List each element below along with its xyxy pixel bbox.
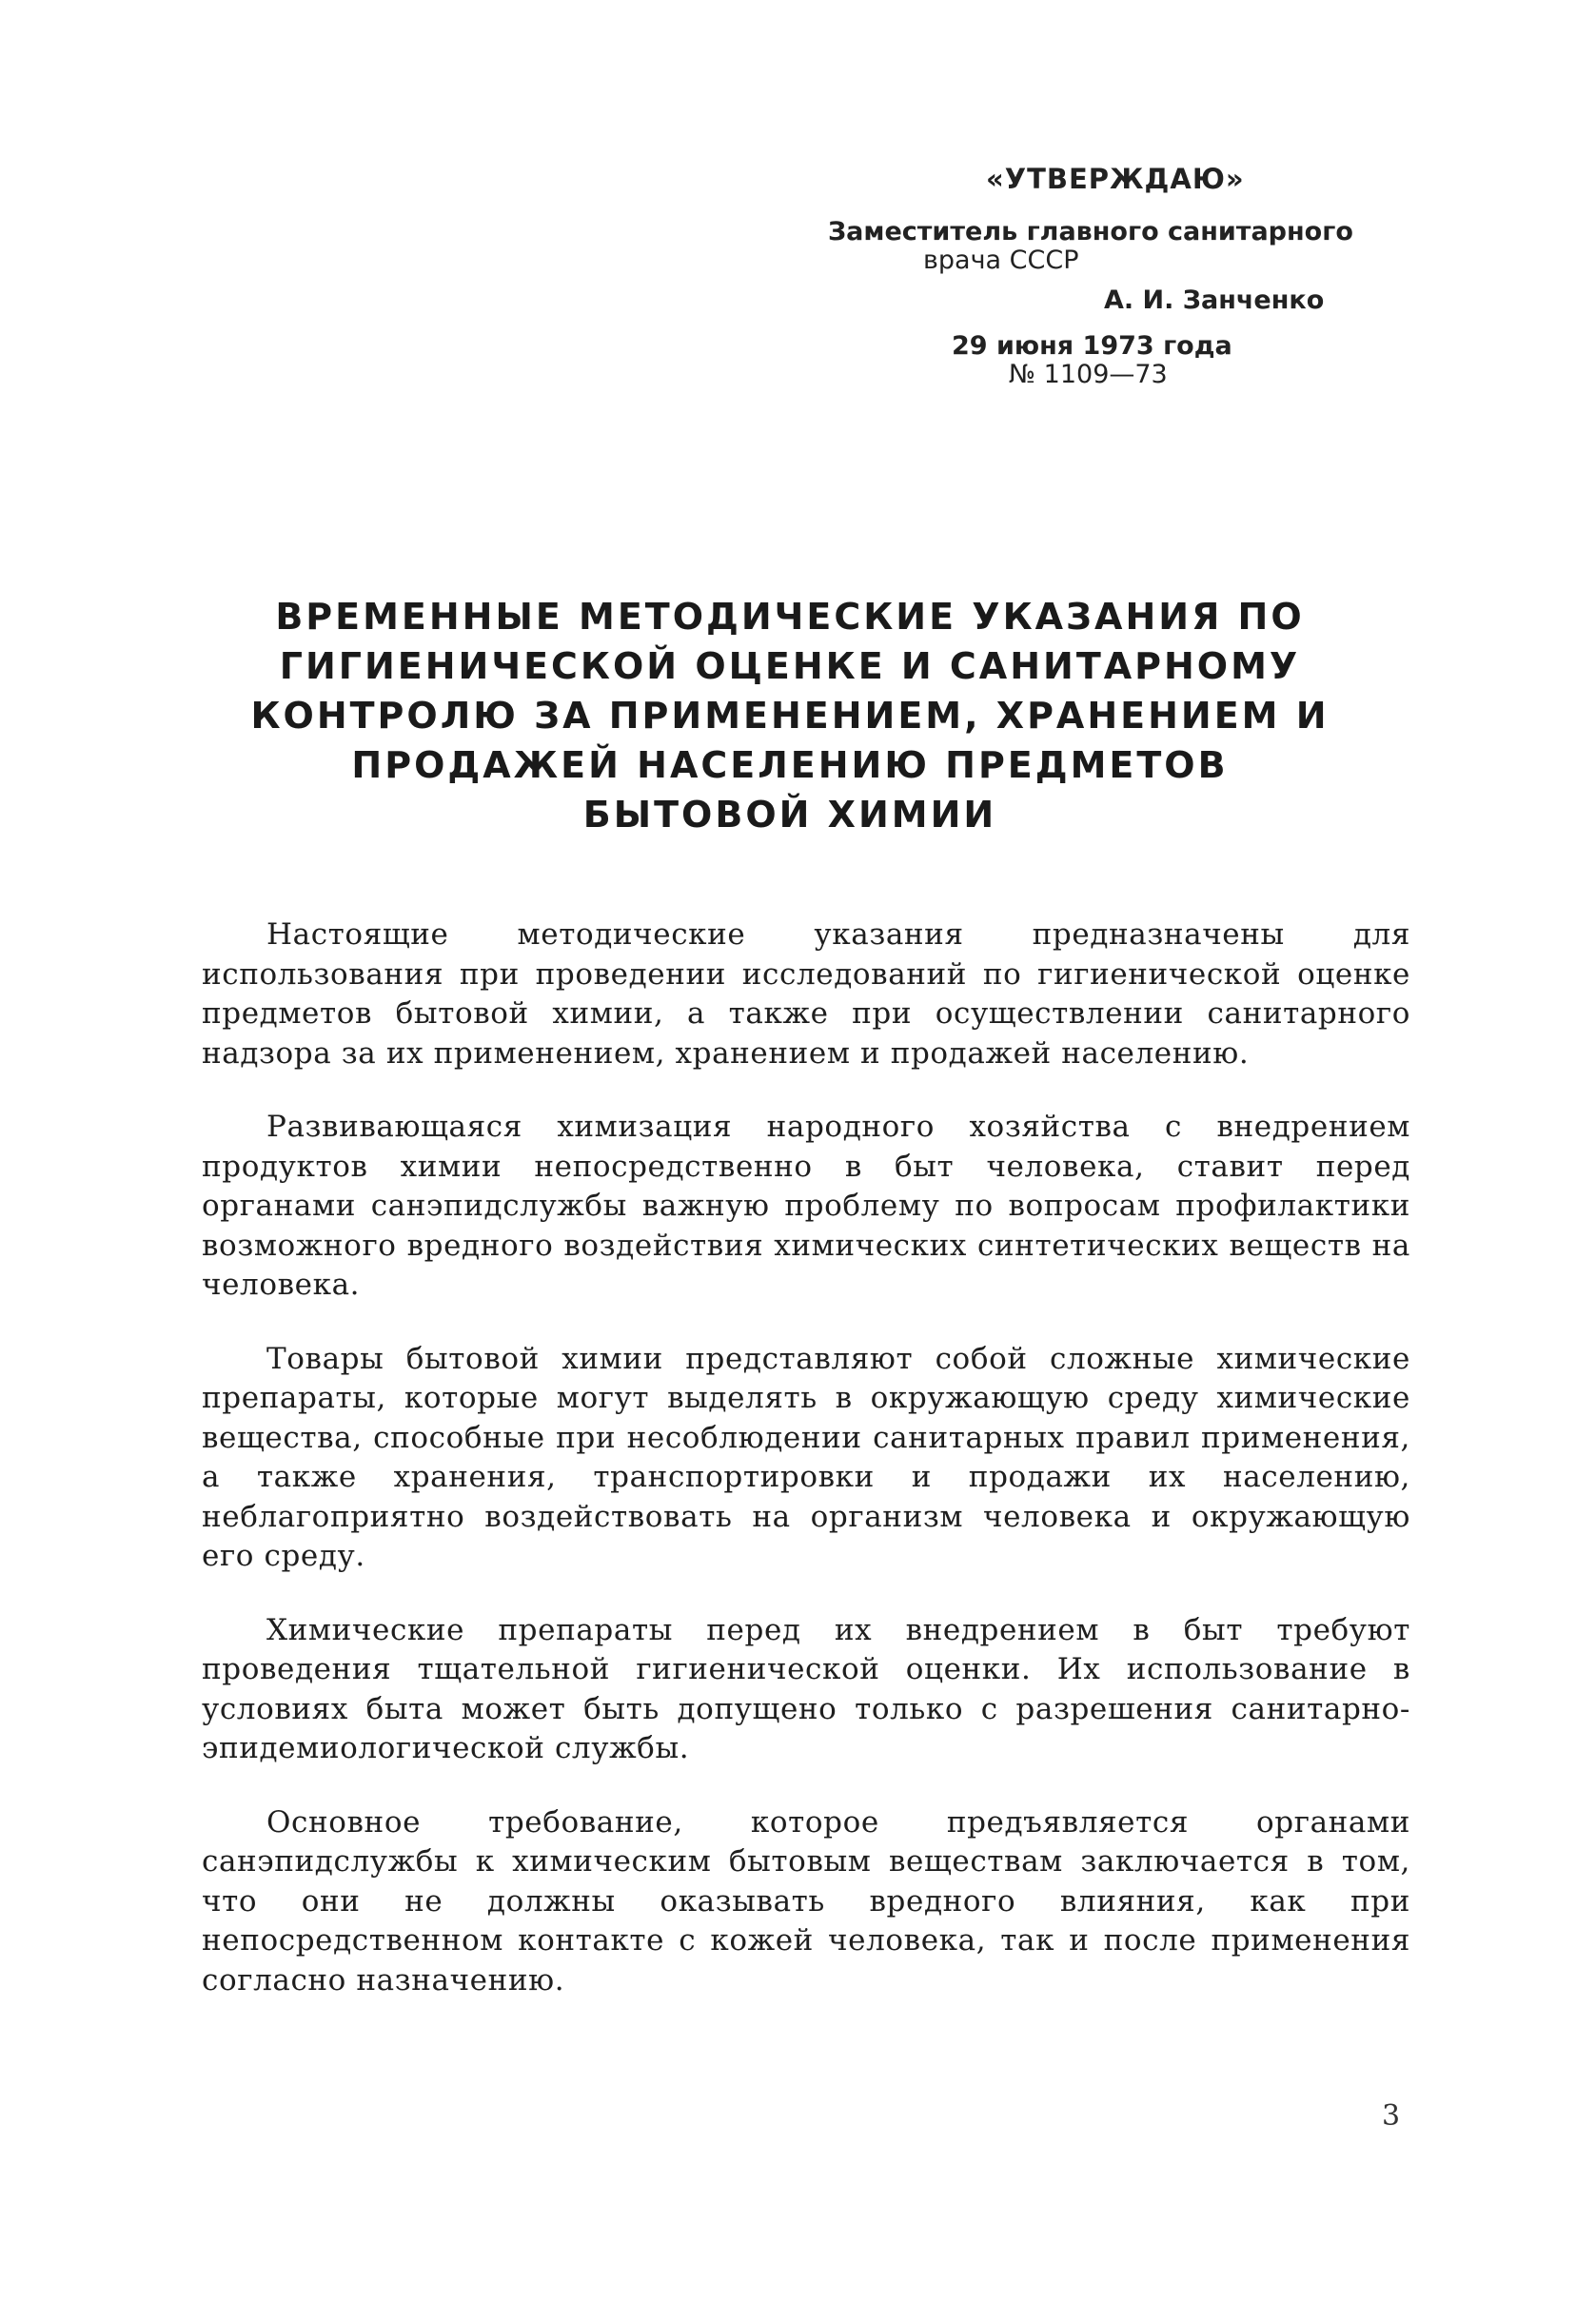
paragraph: Развивающаяся химизация народного хозяйства с внедрением продуктов химии непосредственно в быт человека, ставит перед органами санэпидслужбы важную проблему по вопросам профилактики возможного вредного воздействия химических синтетических веществ на человека. [202, 1110, 1410, 1302]
title-line: ВРЕМЕННЫЕ МЕТОДИЧЕСКИЕ УКАЗАНИЯ ПО [275, 596, 1305, 638]
paragraph: Настоящие методические указания предназначены для использования при проведении исследований по гигиенической оценке предметов бытовой химии, а также при осуществлении санитарного надзора за их применением, хранением и продажей населению. [202, 917, 1410, 1071]
paragraph: Основное требование, которое предъявляется органами санэпидслужбы к химическим бытовым веществам заключается в том, что они не должны оказывать вредного влияния, как при непосредственном контакте с кожей человека, так и после применения согласно назначению. [202, 1804, 1410, 1998]
page-number: 3 [1382, 2099, 1401, 2133]
title-line: ПРОДАЖЕЙ НАСЕЛЕНИЮ ПРЕДМЕТОВ [351, 744, 1229, 786]
title-line: БЫТОВОЙ ХИМИИ [582, 794, 997, 836]
approver-name: А. И. Занченко [1104, 285, 1325, 315]
paragraph: Химические препараты перед их внедрением в быт требуют проведения тщательной гигиенической оценки. Их использование в условиях быта может быть допущено только с разрешения санитарно-эпидемиологической службы. [202, 1612, 1410, 1765]
approver-position-line2: врача СССР [923, 246, 1079, 275]
approver-position-line1: Заместитель главного санитарного [828, 217, 1353, 246]
paragraph: Товары бытовой химии представляют собой сложные химические препараты, которые могут выделять в окружающую среду химические вещества, способные при несоблюдении санитарных правил применения, а также хранения, транспортировки и продажи их населению, неблагоприятно воздействовать на организм человека и окружающую его среду. [202, 1341, 1410, 1573]
title-line: ГИГИЕНИЧЕСКОЙ ОЦЕНКЕ И САНИТАРНОМУ [279, 645, 1301, 687]
document-body [202, 915, 1410, 2035]
document-number: № 1109—73 [1009, 360, 1168, 389]
approval-date: 29 июня 1973 года [952, 331, 1232, 361]
title-line: КОНТРОЛЮ ЗА ПРИМЕНЕНИЕМ, ХРАНЕНИЕМ И [250, 695, 1330, 737]
document-title [228, 592, 1351, 839]
approval-stamp: «УТВЕРЖДАЮ» [986, 163, 1245, 195]
